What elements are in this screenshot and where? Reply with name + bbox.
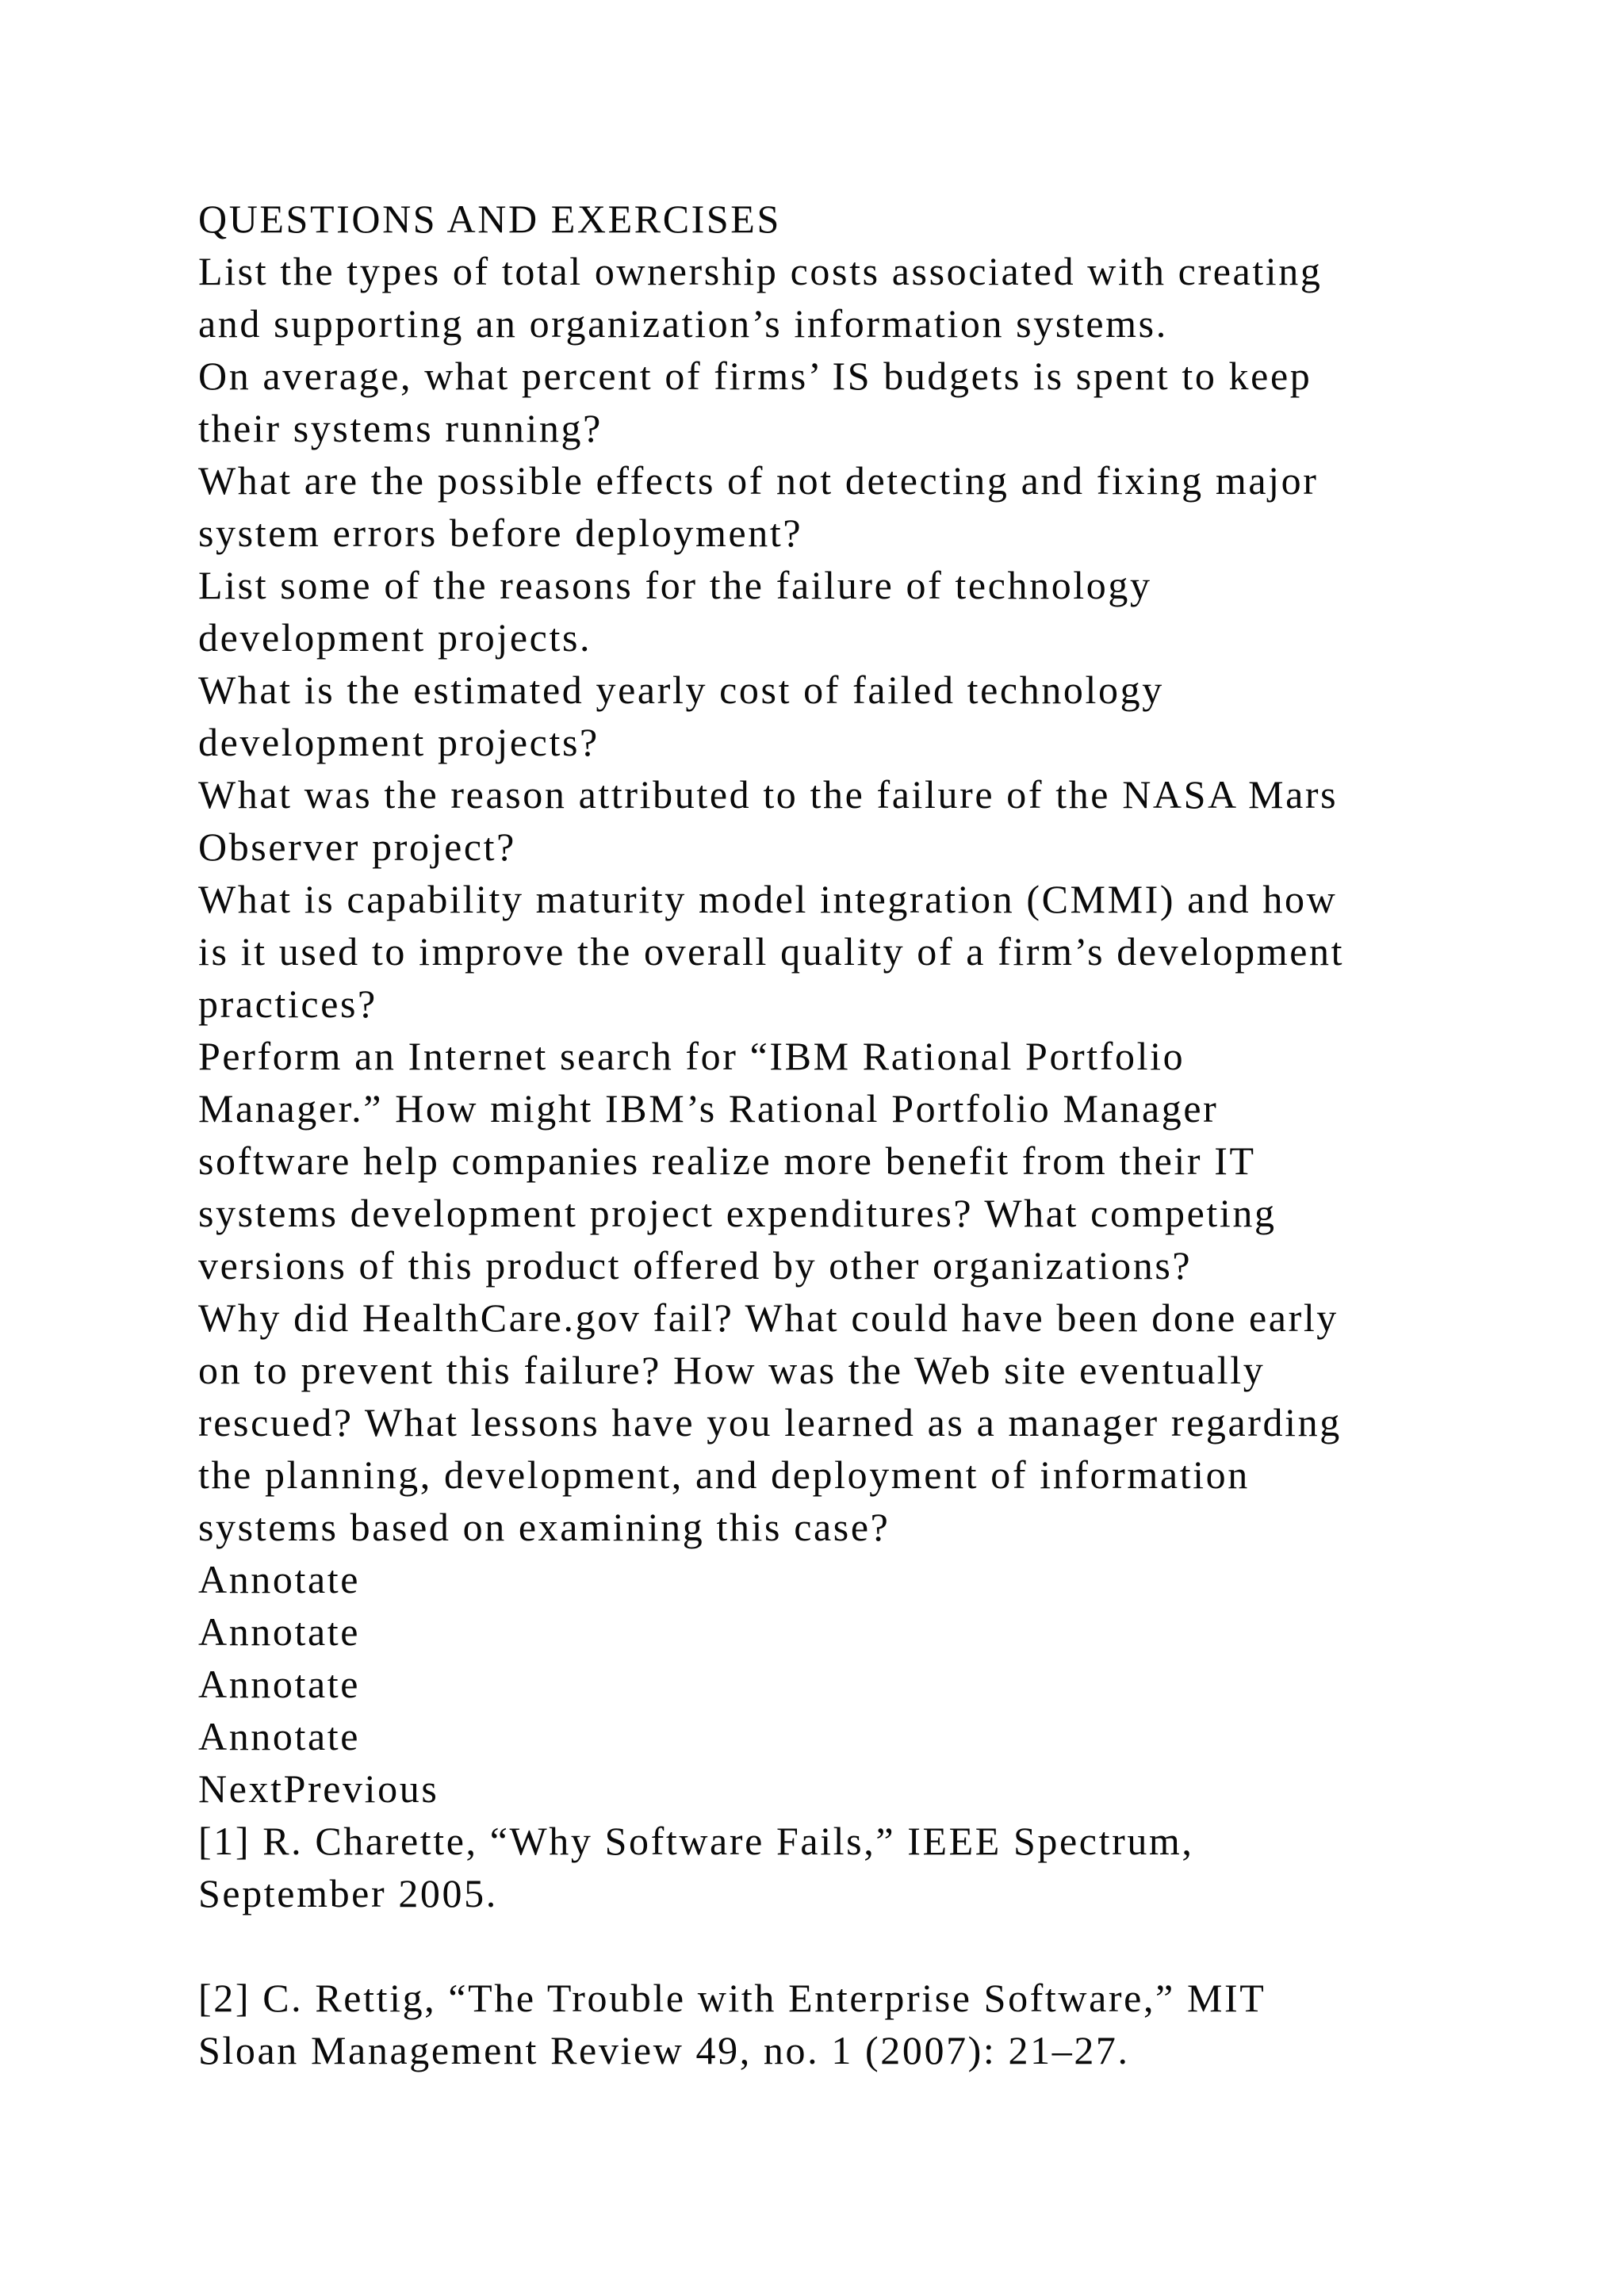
question-2 — [198, 350, 1499, 454]
annotate-link[interactable]: Annotate — [198, 1557, 361, 1601]
spacer — [198, 1919, 1499, 1972]
question-5 — [198, 664, 1499, 768]
question-4 — [198, 559, 1499, 664]
next-link[interactable]: Next — [198, 1766, 284, 1811]
document-content — [198, 193, 1499, 2076]
question-line: systems development project expenditures? What competing — [198, 1191, 1277, 1235]
question-line: the planning, development, and deployment of information — [198, 1452, 1250, 1497]
question-line: Why did HealthCare.gov fail? What could have been done early — [198, 1295, 1339, 1340]
annotate-link[interactable]: Annotate — [198, 1714, 361, 1758]
question-1 — [198, 245, 1499, 350]
annotate-link[interactable]: Annotate — [198, 1662, 361, 1706]
question-3 — [198, 454, 1499, 559]
question-line: development projects. — [198, 615, 592, 660]
reference-1 — [198, 1815, 1499, 1919]
question-6 — [198, 768, 1499, 873]
question-7 — [198, 873, 1499, 1030]
question-line: What is capability maturity model integration (CMMI) and how — [198, 877, 1338, 921]
section-heading: QUESTIONS AND EXERCISES — [198, 197, 781, 241]
question-line: List some of the reasons for the failure of technology — [198, 563, 1152, 607]
annotate-link[interactable]: Annotate — [198, 1609, 361, 1654]
question-9 — [198, 1292, 1499, 1553]
pagination-nav — [198, 1762, 1499, 1815]
question-line: What are the possible effects of not detecting and fixing major — [198, 458, 1319, 503]
reference-line: September 2005. — [198, 1871, 498, 1915]
question-line: versions of this product offered by other organizations? — [198, 1243, 1193, 1288]
question-line: Observer project? — [198, 825, 516, 869]
question-line: What is the estimated yearly cost of failed technology — [198, 668, 1164, 712]
previous-link[interactable]: Previous — [283, 1766, 439, 1811]
reference-line: [1] R. Charette, “Why Software Fails,” IEEE Spectrum, — [198, 1819, 1194, 1863]
reference-line: [2] C. Rettig, “The Trouble with Enterprise Software,” MIT — [198, 1976, 1266, 2020]
question-line: Manager.” How might IBM’s Rational Portfolio Manager — [198, 1086, 1219, 1131]
reference-line: Sloan Management Review 49, no. 1 (2007): 21–27. — [198, 2028, 1130, 2072]
question-line: development projects? — [198, 720, 599, 764]
question-line: systems based on examining this case? — [198, 1505, 891, 1549]
question-line: List the types of total ownership costs associated with creating — [198, 249, 1323, 293]
question-line: Perform an Internet search for “IBM Rational Portfolio — [198, 1034, 1185, 1078]
question-line: system errors before deployment? — [198, 511, 803, 555]
question-line: software help companies realize more benefit from their IT — [198, 1138, 1256, 1183]
question-line: their systems running? — [198, 406, 603, 450]
question-line: rescued? What lessons have you learned as a manager regarding — [198, 1400, 1342, 1445]
question-line: and supporting an organization’s information systems. — [198, 301, 1168, 346]
question-line: On average, what percent of firms’ IS budgets is spent to keep — [198, 354, 1312, 398]
question-line: What was the reason attributed to the failure of the NASA Mars — [198, 772, 1339, 817]
reference-2 — [198, 1972, 1499, 2076]
question-line: is it used to improve the overall quality of a firm’s development — [198, 929, 1345, 974]
question-line: on to prevent this failure? How was the Web site eventually — [198, 1348, 1266, 1392]
question-line: practices? — [198, 982, 377, 1026]
question-8 — [198, 1030, 1499, 1292]
